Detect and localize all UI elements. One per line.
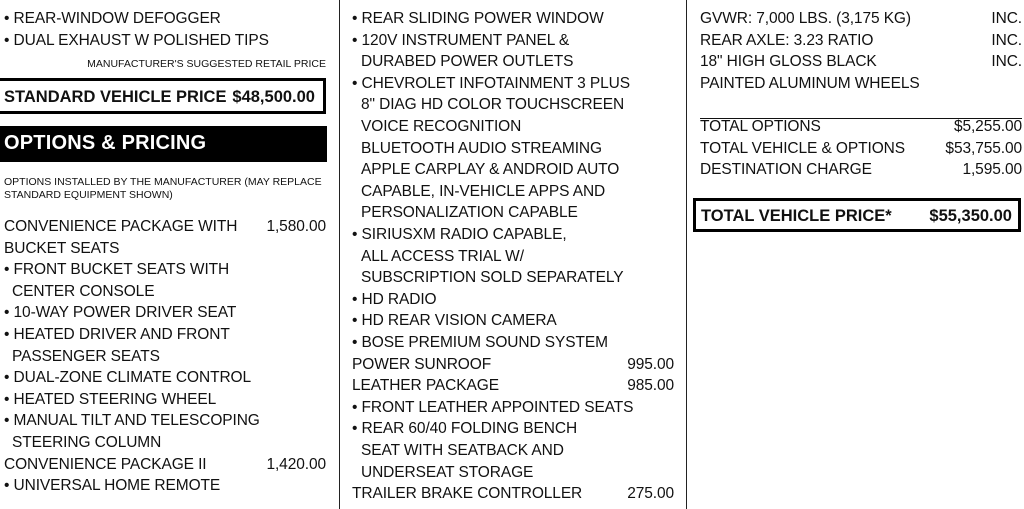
line-text: • REAR 60/40 FOLDING BENCH (352, 420, 578, 438)
line-text: • HD REAR VISION CAMERA (352, 312, 557, 330)
line-price: $53,755.00 (945, 139, 1022, 157)
line-item (340, 289, 686, 311)
right-column (686, 0, 1024, 509)
line-text: CONVENIENCE PACKAGE II (4, 455, 207, 473)
line-text: APPLE CARPLAY & ANDROID AUTO (361, 161, 620, 179)
line-item (687, 30, 1024, 52)
line-text: • HD RADIO (352, 290, 437, 308)
line-item (340, 202, 686, 224)
line-text: SUBSCRIPTION SOLD SEPARATELY (361, 269, 624, 287)
line-item (0, 432, 338, 454)
total-price-value: $55,350.00 (929, 207, 1012, 225)
line-text: TOTAL OPTIONS (700, 118, 821, 135)
line-text: 18" HIGH GLOSS BLACK (700, 53, 877, 71)
line-text: CENTER CONSOLE (12, 282, 155, 300)
line-text: SEAT WITH SEATBACK AND (361, 442, 564, 459)
line-item (340, 8, 686, 30)
line-text: • HEATED DRIVER AND FRONT (4, 326, 230, 343)
left-column (0, 0, 338, 509)
line-item (0, 410, 338, 432)
line-item (0, 367, 338, 389)
standard-vehicle-price-box (0, 78, 326, 114)
line-item (0, 30, 338, 52)
line-item (340, 138, 686, 160)
line-item (340, 462, 686, 484)
line-item (687, 159, 1024, 181)
line-item (340, 418, 686, 440)
line-text: • REAR-WINDOW DEFOGGER (4, 10, 221, 27)
line-item (687, 51, 1024, 73)
line-item (340, 51, 686, 73)
line-text: STEERING COLUMN (12, 434, 162, 451)
line-text: REAR AXLE: 3.23 RATIO (700, 31, 874, 49)
line-text: • DUAL EXHAUST W POLISHED TIPS (4, 31, 269, 49)
line-text: UNDERSEAT STORAGE (361, 463, 534, 481)
line-price: $5,255.00 (953, 118, 1022, 135)
line-item (340, 94, 686, 116)
line-price: INC. (991, 53, 1022, 71)
line-text: VOICE RECOGNITION (361, 118, 522, 135)
line-item (0, 8, 338, 30)
line-text: • 120V INSTRUMENT PANEL & (352, 31, 570, 49)
line-item (340, 440, 686, 462)
line-item (687, 8, 1024, 30)
options-pricing-title: OPTIONS & PRICING (4, 132, 207, 154)
line-text: • HEATED STEERING WHEEL (4, 390, 217, 408)
line-item (0, 238, 338, 260)
line-item (0, 216, 338, 238)
line-text: • MANUAL TILT AND TELESCOPING (4, 412, 260, 430)
line-price: 995.00 (627, 355, 674, 373)
line-item (0, 259, 338, 281)
line-text: 8" DIAG HD COLOR TOUCHSCREEN (361, 96, 625, 114)
line-text: • REAR SLIDING POWER WINDOW (352, 10, 604, 27)
line-price: 985.00 (627, 377, 674, 395)
line-text: PAINTED ALUMINUM WHEELS (700, 74, 920, 92)
line-text: POWER SUNROOF (352, 355, 492, 373)
line-item (340, 30, 686, 52)
line-item (340, 354, 686, 376)
standard-price-value: $48,500.00 (232, 88, 315, 106)
line-text: • CHEVROLET INFOTAINMENT 3 PLUS (352, 74, 630, 92)
line-item (340, 397, 686, 419)
line-item (687, 73, 1024, 95)
total-vehicle-price-box (693, 198, 1021, 232)
line-item (340, 267, 686, 289)
line-item (340, 116, 686, 138)
line-text: CONVENIENCE PACKAGE WITH (4, 218, 238, 235)
line-text: ALL ACCESS TRIAL W/ (361, 247, 524, 265)
line-price: 1,420.00 (266, 455, 326, 473)
line-text: DESTINATION CHARGE (700, 161, 872, 179)
line-item (0, 346, 338, 368)
line-text: • FRONT LEATHER APPOINTED SEATS (352, 398, 634, 416)
line-text: GVWR: 7,000 LBS. (3,175 KG) (700, 10, 911, 27)
line-price: INC. (991, 10, 1022, 27)
line-price: 275.00 (627, 485, 674, 503)
line-item (0, 324, 338, 346)
line-item (340, 224, 686, 246)
line-text: TOTAL VEHICLE & OPTIONS (700, 139, 905, 157)
line-item (687, 138, 1024, 160)
line-item (340, 310, 686, 332)
standard-price-label: STANDARD VEHICLE PRICE (4, 88, 227, 106)
line-item (340, 332, 686, 354)
line-text: • UNIVERSAL HOME REMOTE (4, 477, 221, 495)
options-pricing-header (0, 126, 327, 162)
line-text: LEATHER PACKAGE (352, 377, 499, 395)
line-price: 1,595.00 (962, 161, 1022, 179)
line-item (340, 73, 686, 95)
line-price: INC. (991, 31, 1022, 49)
line-item (340, 483, 686, 505)
options-note: OPTIONS INSTALLED BY THE MANUFACTURER (MAY REPLACE STANDARD EQUIPMENT SHOWN) (4, 176, 322, 201)
line-price: 1,580.00 (266, 218, 326, 235)
line-text: PERSONALIZATION CAPABLE (361, 204, 578, 222)
line-item (0, 281, 338, 303)
total-price-label: TOTAL VEHICLE PRICE* (701, 207, 892, 225)
line-text: • 10-WAY POWER DRIVER SEAT (4, 304, 237, 322)
line-text: BUCKET SEATS (4, 239, 120, 257)
line-text: BLUETOOTH AUDIO STREAMING (361, 139, 602, 157)
line-item (0, 302, 338, 324)
line-item (687, 116, 1024, 138)
middle-column (339, 0, 686, 509)
line-text: PASSENGER SEATS (12, 347, 160, 365)
line-text: • SIRIUSXM RADIO CAPABLE, (352, 226, 567, 243)
line-text: TRAILER BRAKE CONTROLLER (352, 485, 583, 503)
line-item (340, 181, 686, 203)
line-text: • FRONT BUCKET SEATS WITH (4, 261, 230, 279)
line-item (340, 159, 686, 181)
msrp-note: MANUFACTURER'S SUGGESTED RETAIL PRICE (87, 58, 326, 70)
line-text: • BOSE PREMIUM SOUND SYSTEM (352, 334, 608, 351)
line-text: • DUAL-ZONE CLIMATE CONTROL (4, 369, 252, 387)
line-item (340, 375, 686, 397)
line-item (0, 389, 338, 411)
line-item (340, 246, 686, 268)
line-item (0, 454, 338, 476)
line-text: DURABED POWER OUTLETS (361, 53, 574, 71)
line-item (0, 475, 338, 497)
line-text: CAPABLE, IN-VEHICLE APPS AND (361, 182, 606, 200)
